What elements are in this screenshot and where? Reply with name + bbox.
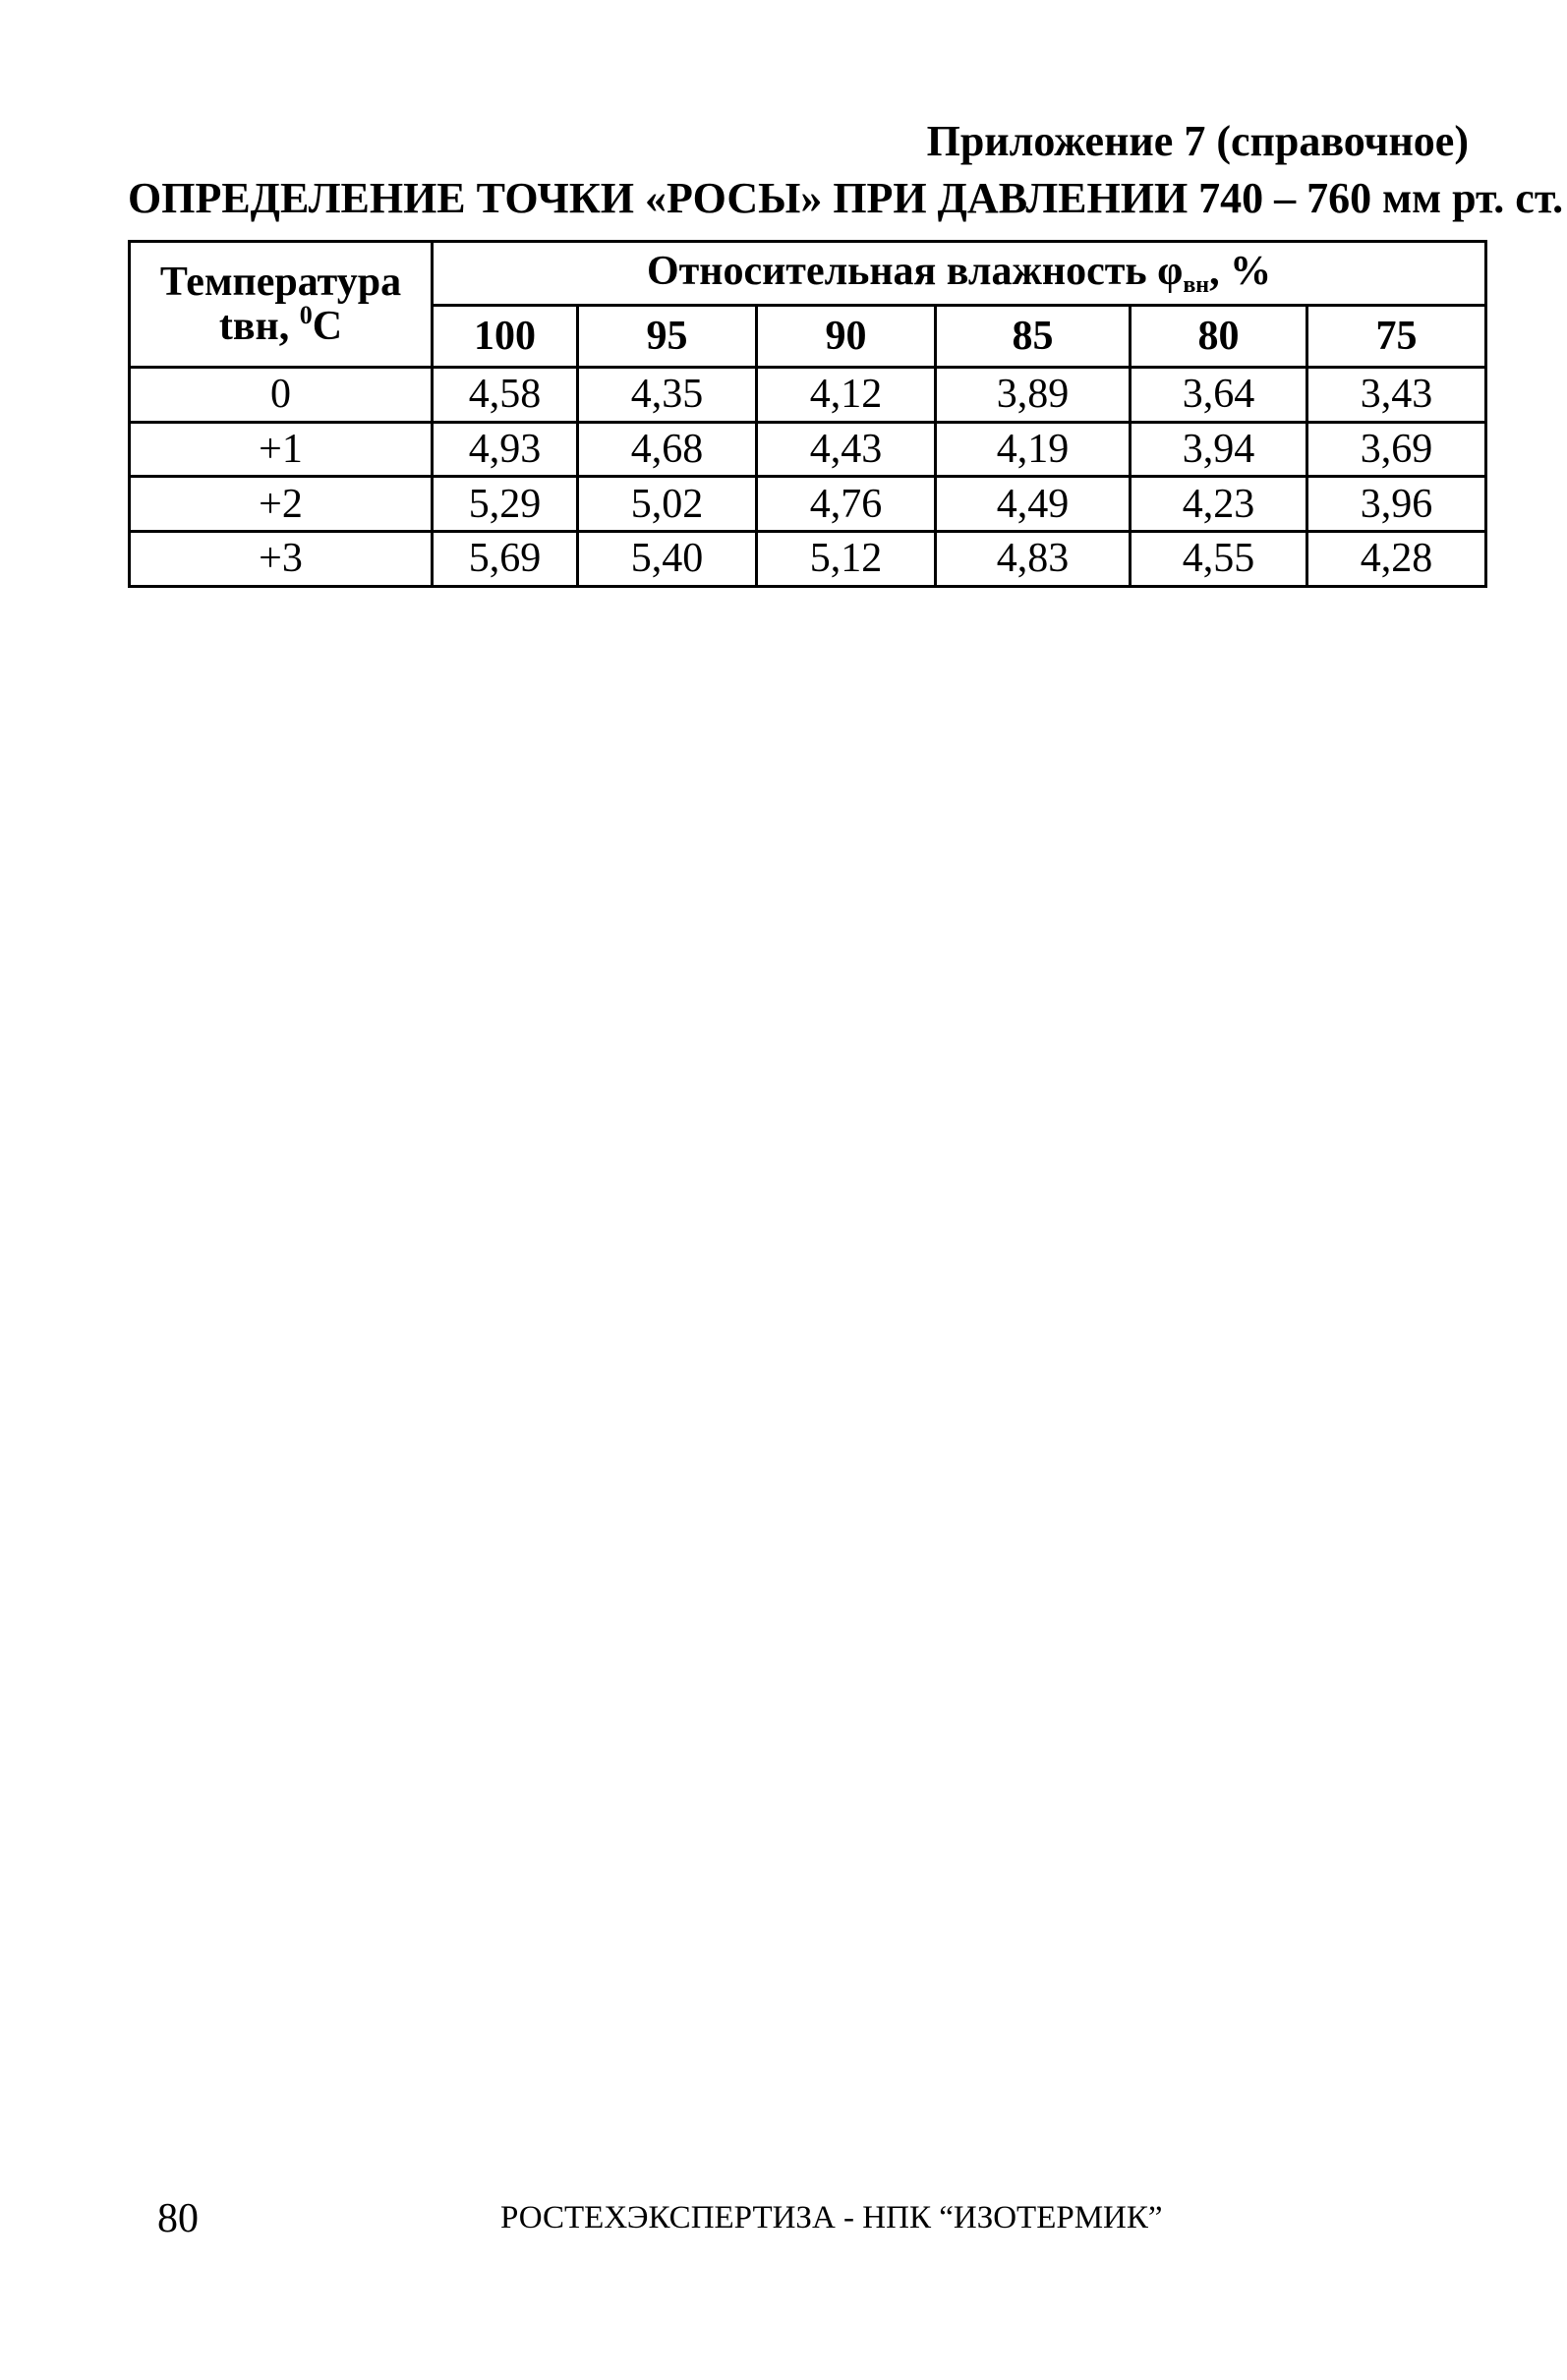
dew-point-cell: 5,29 (433, 477, 578, 532)
humidity-column-header: 75 (1307, 306, 1486, 368)
dew-point-cell: 3,64 (1131, 368, 1307, 423)
humidity-header (433, 242, 1486, 306)
table-row (130, 422, 1486, 477)
humidity-header-subscript: вн (1183, 271, 1210, 298)
humidity-column-header: 100 (433, 306, 578, 368)
dew-point-cell: 4,58 (433, 368, 578, 423)
temperature-cell: +2 (130, 477, 433, 532)
temperature-cell: +1 (130, 422, 433, 477)
publisher-footer: РОСТЕХЭКСПЕРТИЗА - НПК “ИЗОТЕРМИК” (500, 2200, 1163, 2235)
humidity-column-header: 90 (757, 306, 936, 368)
dew-point-cell: 4,49 (936, 477, 1131, 532)
dew-point-cell: 5,12 (757, 532, 936, 587)
table-row (130, 477, 1486, 532)
dew-point-cell: 4,76 (757, 477, 936, 532)
table-body (130, 368, 1486, 587)
dew-point-cell: 3,89 (936, 368, 1131, 423)
dew-point-cell: 4,23 (1131, 477, 1307, 532)
humidity-column-header: 95 (578, 306, 757, 368)
humidity-header-text: Относительная влажность φ (646, 248, 1184, 294)
temperature-cell: +3 (130, 532, 433, 587)
dew-point-cell: 3,69 (1307, 422, 1486, 477)
page-title: ОПРЕДЕЛЕНИЕ ТОЧКИ «РОСЫ» ПРИ ДАВЛЕНИИ 740 – 760 мм рт. ст. (128, 174, 1564, 222)
table-row (130, 368, 1486, 423)
dew-point-cell: 5,69 (433, 532, 578, 587)
temperature-header-line2 (131, 303, 431, 347)
dew-point-cell: 3,94 (1131, 422, 1307, 477)
temperature-unit: С (312, 304, 343, 349)
dew-point-table (128, 240, 1487, 588)
dew-point-cell: 4,35 (578, 368, 757, 423)
dew-point-cell: 5,40 (578, 532, 757, 587)
dew-point-cell: 3,96 (1307, 477, 1486, 532)
degree-mark: 0 (299, 301, 313, 329)
humidity-column-header: 85 (936, 306, 1131, 368)
dew-point-cell: 4,68 (578, 422, 757, 477)
appendix-label: Приложение 7 (справочное) (926, 117, 1469, 165)
humidity-column-header: 80 (1131, 306, 1307, 368)
dew-point-cell: 4,55 (1131, 532, 1307, 587)
dew-point-cell: 4,28 (1307, 532, 1486, 587)
table-row (130, 532, 1486, 587)
dew-point-cell: 4,12 (757, 368, 936, 423)
temperature-header-line1: Температура (159, 260, 402, 305)
dew-point-cell: 4,19 (936, 422, 1131, 477)
temperature-cell: 0 (130, 368, 433, 423)
humidity-header-unit: , % (1209, 248, 1272, 294)
temperature-symbol: tвн, (218, 304, 300, 349)
dew-point-cell: 5,02 (578, 477, 757, 532)
dew-point-cell: 4,83 (936, 532, 1131, 587)
dew-point-cell: 4,93 (433, 422, 578, 477)
temperature-header (130, 242, 433, 368)
dew-point-cell: 4,43 (757, 422, 936, 477)
page-number: 80 (157, 2196, 199, 2241)
dew-point-cell: 3,43 (1307, 368, 1486, 423)
